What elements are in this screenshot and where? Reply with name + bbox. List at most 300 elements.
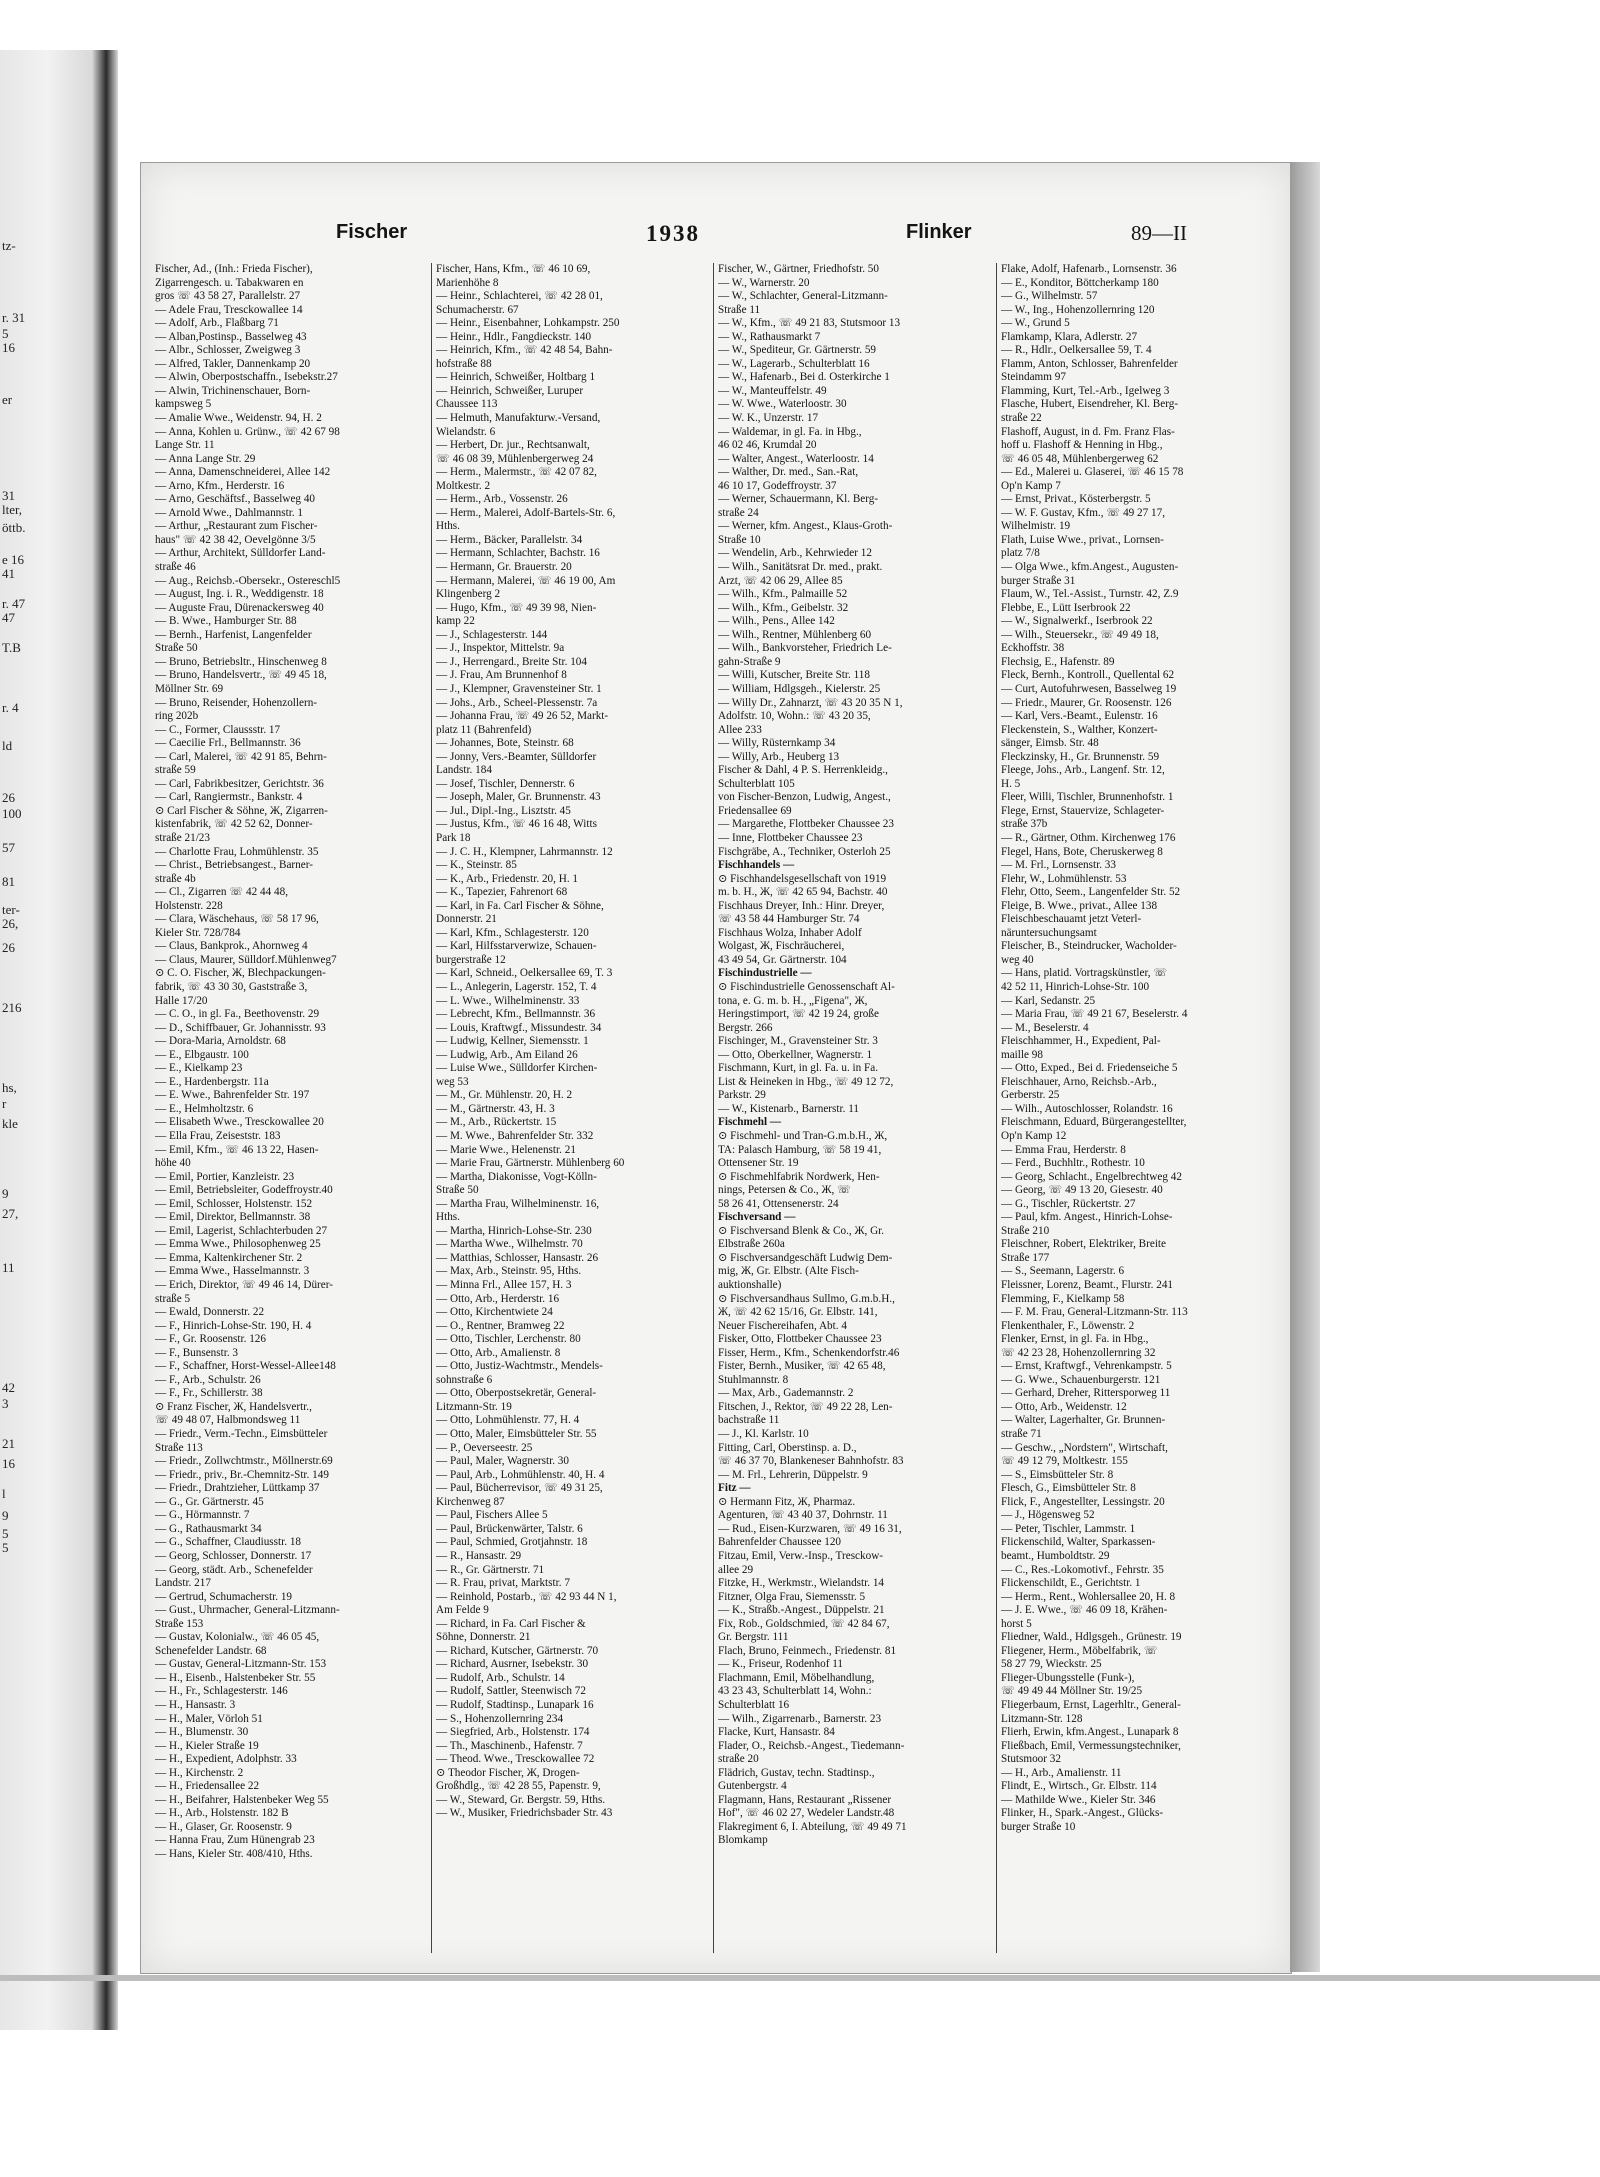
directory-entry: — Emil, Portier, Kanzleistr. 23 [155, 1170, 295, 1183]
directory-entry: Parkstr. 29 [718, 1089, 766, 1102]
directory-entry: — M. Frl., Lornsenstr. 33 [1001, 859, 1116, 872]
directory-entry: ⊙ Hermann Fitz, Ж, Pharmaz. [718, 1495, 856, 1508]
directory-entry: — H., Beifahrer, Halstenbeker Weg 55 [155, 1793, 329, 1806]
directory-entry: — M., Gärtnerstr. 43, H. 3 [436, 1102, 555, 1115]
directory-entry: — S., Hohenzollernring 234 [436, 1712, 564, 1725]
directory-entry: — Arnold Wwe., Dahlmannstr. 1 [155, 506, 304, 519]
directory-entry: — Hugo, Kfm., ☏ 49 39 98, Nien- [436, 601, 597, 614]
directory-entry: — Rudolf, Stadtinsp., Lunapark 16 [436, 1698, 594, 1711]
directory-entry: Fix, Rob., Goldschmied, ☏ 42 84 67, [718, 1617, 890, 1630]
left-page-fragment: hs, [2, 1080, 17, 1095]
directory-entry: Halle 17/20 [155, 994, 208, 1007]
directory-entry: näruntersuchungsamt [1001, 926, 1097, 939]
directory-entry: Eckhoffstr. 38 [1001, 642, 1065, 655]
directory-entry: — M., Beselerstr. 4 [1001, 1021, 1089, 1034]
left-page-fragment: 3 [2, 1396, 9, 1411]
directory-entry: — Ed., Malerei u. Glaserei, ☏ 46 15 78 [1001, 466, 1184, 479]
directory-entry: Am Felde 9 [436, 1604, 489, 1617]
directory-entry: — W., Lagerarb., Schulterblatt 16 [718, 357, 870, 370]
directory-entry: — Johs., Arb., Scheel-Plessenstr. 7a [436, 696, 598, 709]
directory-entry: — Claus, Maurer, Sülldorf.Mühlenweg7 [155, 953, 337, 966]
left-page-fragment: 26 [2, 940, 15, 955]
directory-entry: Moltkestr. 2 [436, 479, 491, 492]
directory-entry: Park 18 [436, 831, 471, 844]
directory-entry: Op'n Kamp 12 [1001, 1130, 1067, 1142]
directory-entry: — Paul, Bücherrevisor, ☏ 49 31 25, [436, 1482, 603, 1495]
directory-entry: — Luise Wwe., Sülldorfer Kirchen- [436, 1062, 598, 1075]
directory-entry: H. 5 [1001, 777, 1021, 790]
directory-entry: Flashoff, August, in d. Fm. Franz Flas- [1001, 425, 1175, 438]
directory-entry: — G., Wilhelmstr. 57 [1001, 290, 1098, 303]
directory-entry: — Mathilde Wwe., Kieler Str. 346 [1001, 1793, 1156, 1806]
left-page-fragment: e 16 [2, 552, 25, 567]
directory-entry: — Ernst, Privat., Kösterbergstr. 5 [1001, 493, 1151, 506]
directory-entry: — Otto, Lohmühlenstr. 77, H. 4 [436, 1414, 580, 1427]
directory-entry: — Hermann, Malerei, ☏ 46 19 00, Am [436, 574, 616, 587]
directory-entry: Blomkamp [718, 1834, 768, 1847]
directory-entry: — H., Expedient, Adolphstr. 33 [155, 1753, 297, 1766]
directory-entry: — E., Konditor, Böttcherkamp 180 [1001, 276, 1159, 289]
directory-entry: ☏ 42 23 28, Hohenzollernring 32 [1001, 1346, 1156, 1359]
left-page-fragment: r. 4 [2, 700, 19, 715]
left-page-fragment: 216 [2, 1000, 22, 1015]
directory-entry: — Justus, Kfm., ☏ 46 16 48, Witts [436, 818, 597, 831]
left-page-fragment: 42 [2, 1380, 15, 1395]
directory-entry: Wolgast, Ж, Fischräucherei, [718, 940, 845, 953]
directory-entry: sänger, Eimsb. Str. 48 [1001, 737, 1099, 750]
directory-entry: — Carl, Rangiermstr., Bankstr. 4 [155, 791, 303, 804]
directory-entry: platz 7/8 [1001, 547, 1040, 560]
directory-entry: — Ludwig, Kellner, Siemensstr. 1 [436, 1035, 589, 1048]
directory-entry: Flake, Adolf, Hafenarb., Lornsenstr. 36 [1001, 263, 1177, 275]
directory-entry: Fischhaus Wolza, Inhaber Adolf [718, 926, 862, 939]
directory-entry: — Ella Frau, Zeiseststr. 183 [155, 1130, 281, 1142]
directory-entry: — Otto, Arb., Herderstr. 16 [436, 1292, 560, 1305]
directory-entry: Holstenstr. 228 [155, 899, 223, 912]
directory-entry: Flamm, Anton, Schlosser, Bahrenfelder [1001, 357, 1178, 370]
directory-entry: — Rudolf, Arb., Schulstr. 14 [436, 1671, 565, 1684]
directory-entry: Zigarrengesch. u. Tabakwaren en [155, 276, 304, 289]
directory-entry: — Paul, Maler, Wagnerstr. 30 [436, 1455, 569, 1468]
directory-entry: fabrik, ☏ 43 30 30, Gaststraße 3, [155, 980, 308, 993]
directory-entry: — Emil, Schlosser, Holstenstr. 152 [155, 1197, 313, 1210]
directory-entry: — Arthur, Architekt, Sülldorfer Land- [155, 547, 326, 560]
directory-entry: — G. Wwe., Schauenburgerstr. 121 [1001, 1373, 1161, 1386]
directory-entry: — Willy, Arb., Heuberg 13 [718, 750, 840, 763]
directory-entry: Gerberstr. 25 [1001, 1089, 1060, 1102]
directory-entry: — H., Arb., Amalienstr. 11 [1001, 1766, 1122, 1779]
directory-entry: — August, Ing. i. R., Weddigenstr. 18 [155, 588, 324, 601]
directory-entry: Fleckenstein, S., Walther, Konzert- [1001, 723, 1158, 736]
left-page-fragment: er [2, 392, 13, 407]
directory-entry: Kirchenweg 87 [436, 1495, 505, 1508]
directory-entry: sohnstraße 6 [436, 1373, 493, 1386]
directory-entry: — Richard, in Fa. Carl Fischer & [436, 1617, 586, 1630]
directory-entry: Fleischmann, Eduard, Bürgerangestellter, [1001, 1116, 1187, 1129]
directory-entry: — Inne, Flottbeker Chaussee 23 [718, 831, 863, 844]
directory-entry: — Dora-Maria, Arnoldstr. 68 [155, 1035, 286, 1048]
directory-entry: — Albr., Schlosser, Zweigweg 3 [155, 344, 301, 357]
left-page-fragment: 41 [2, 566, 15, 581]
directory-entry: Fitzke, H., Werkmstr., Wielandstr. 14 [718, 1577, 885, 1590]
directory-entry: — Louis, Kraftwgf., Missundestr. 34 [436, 1021, 602, 1034]
directory-entry: — Caecilie Frl., Bellmannstr. 36 [155, 737, 301, 750]
directory-entry: Fischgräbe, A., Techniker, Osterloh 25 [718, 845, 891, 858]
header-last-name: Flinker [906, 221, 972, 243]
directory-entry: — M., Gr. Mühlenstr. 20, H. 2 [436, 1089, 573, 1102]
directory-entry: Fischmehl — [718, 1116, 782, 1129]
directory-entry: Flemming, F., Kielkamp 58 [1001, 1292, 1125, 1305]
directory-entry: — Reinhold, Postarb., ☏ 42 93 44 N 1, [436, 1590, 617, 1603]
directory-entry: — J., Kl. Karlstr. 10 [718, 1428, 809, 1441]
directory-entry: ⊙ Fischmehl- und Tran-G.m.b.H., Ж, [718, 1130, 888, 1142]
directory-entry: Flickenschildt, E., Gerichtstr. 1 [1001, 1577, 1141, 1590]
directory-entry: Fister, Bernh., Musiker, ☏ 42 65 48, [718, 1360, 886, 1373]
directory-entry: — Arno, Kfm., Herderstr. 16 [155, 479, 285, 492]
directory-entry: Flamming, Kurt, Tel.-Arb., Igelweg 3 [1001, 384, 1170, 397]
directory-entry: Fleischhammer, H., Expedient, Pal- [1001, 1035, 1161, 1048]
directory-entry: burgerstraße 12 [436, 953, 506, 966]
directory-entry: ⊙ Fischindustrielle Genossenschaft Al- [718, 980, 895, 993]
page-right-edge-shadow [1290, 162, 1320, 1972]
directory-entry: — Georg, Schlacht., Engelbrechtweg 42 [1001, 1170, 1182, 1183]
directory-entry: — Erich, Direktor, ☏ 49 46 14, Dürer- [155, 1279, 333, 1292]
directory-entry: — H., Fr., Schlagesterstr. 146 [155, 1685, 288, 1698]
directory-entry: Flick, F., Angestellter, Lessingstr. 20 [1001, 1495, 1165, 1508]
directory-entry: — Max, Arb., Gademannstr. 2 [718, 1387, 854, 1400]
directory-entry: Fliegener, Herm., Möbelfabrik, ☏ [1001, 1644, 1158, 1657]
directory-entry: — F., Fr., Schillerstr. 38 [155, 1387, 263, 1400]
directory-entry: kamp 22 [436, 615, 475, 628]
directory-entry: — W. K., Unzerstr. 17 [718, 412, 819, 425]
directory-entry: Schulterblatt 16 [718, 1698, 790, 1711]
directory-entry: — Herm., Rent., Wohlersallee 20, H. 8 [1001, 1590, 1176, 1603]
scan-bottom-edge [0, 1975, 1600, 1981]
left-page-fragment: l [2, 1486, 6, 1501]
directory-entry: — K., Straßb.-Angest., Düppelstr. 21 [718, 1604, 885, 1617]
left-page-fragment: 5 [2, 1540, 9, 1555]
directory-entry: — Th., Maschinenb., Hafenstr. 7 [436, 1739, 583, 1752]
directory-entry: — Margarethe, Flottbeker Chaussee 23 [718, 818, 894, 831]
directory-entry: — Wilh., Bankvorsteher, Friedrich Le- [718, 642, 892, 655]
directory-entry: Gutenbergstr. 4 [718, 1780, 787, 1793]
directory-entry: Fischversand — [718, 1211, 796, 1224]
directory-entry: — Ewald, Donnerstr. 22 [155, 1306, 265, 1319]
directory-entry: ⊙ Fischhandelsgesellschaft von 1919 [718, 872, 887, 885]
directory-entry: Flaum, W., Tel.-Assist., Turnstr. 42, Z.9 [1001, 588, 1179, 601]
directory-column-1 [155, 263, 427, 1953]
directory-entry: — Lebrecht, Kfm., Bellmannstr. 36 [436, 1008, 596, 1021]
left-page-fragment: 5 [2, 326, 9, 341]
directory-entry: 58 27 79, Wieckstr. 25 [1001, 1658, 1102, 1671]
left-page-fragment: 26, [2, 916, 19, 931]
directory-entry: — K., Steinstr. 85 [436, 859, 517, 872]
directory-entry: Möllner Str. 69 [155, 682, 224, 695]
directory-entry: Wielandstr. 6 [436, 425, 496, 438]
directory-entry: gahn-Straße 9 [718, 655, 781, 668]
directory-entry: Schulterblatt 105 [718, 777, 795, 790]
directory-entry: Marienhöhe 8 [436, 276, 499, 289]
directory-entry: kistenfabrik, ☏ 42 52 62, Donner- [155, 818, 313, 831]
directory-entry: — Friedr., Verm.-Techn., Eimsbütteler [155, 1428, 328, 1441]
directory-entry: Straße 210 [1001, 1224, 1050, 1237]
directory-entry: 42 52 11, Hinrich-Lohse-Str. 100 [1001, 980, 1150, 993]
directory-entry: — Georg, Schlosser, Donnerstr. 17 [155, 1549, 312, 1562]
directory-entry: ⊙ Theodor Fischer, Ж, Drogen- [436, 1766, 580, 1779]
directory-entry: Flinker, H., Spark.-Angest., Glücks- [1001, 1807, 1164, 1820]
directory-entry: — J., Herrengard., Breite Str. 104 [436, 655, 587, 668]
directory-entry: burger Straße 10 [1001, 1820, 1076, 1833]
directory-entry: — Heinrich, Kfm., ☏ 42 48 54, Bahn- [436, 344, 613, 357]
directory-entry: Fleer, Willi, Tischler, Brunnenhofstr. 1 [1001, 791, 1174, 804]
left-page-fragment: 11 [2, 1260, 15, 1275]
directory-entry: — Alfred, Takler, Dannenkamp 20 [155, 357, 311, 370]
directory-entry: — J., Klempner, Gravensteiner Str. 1 [436, 682, 602, 695]
directory-entry: Flebbe, E., Lütt Iserbrook 22 [1001, 601, 1131, 614]
directory-entry: — K., Tapezier, Fahrenort 68 [436, 886, 568, 899]
directory-entry: — Hermann, Schlachter, Bachstr. 16 [436, 547, 600, 560]
left-page-fragment: 16 [2, 340, 15, 355]
left-page-fragment: r. 47 [2, 596, 26, 611]
directory-entry: — Jonny, Vers.-Beamter, Sülldorfer [436, 750, 597, 763]
directory-entry: — Heinr., Schlachterei, ☏ 42 28 01, [436, 290, 603, 303]
directory-entry: — Joseph, Maler, Gr. Brunnenstr. 43 [436, 791, 601, 804]
directory-entry: Straße 10 [718, 533, 761, 546]
directory-entry: — J., Inspektor, Mittelstr. 9a [436, 642, 565, 655]
directory-entry: ⊙ Fischversandgeschäft Ludwig Dem- [718, 1251, 893, 1264]
directory-entry: — Gustav, Kolonialw., ☏ 46 05 45, [155, 1631, 320, 1644]
directory-entry: weg 53 [436, 1075, 469, 1088]
directory-entry: Fleischner, Robert, Elektriker, Breite [1001, 1238, 1166, 1251]
directory-entry: — K., Arb., Friedenstr. 20, H. 1 [436, 872, 579, 885]
directory-entry: Fleege, Johs., Arb., Langenf. Str. 12, [1001, 764, 1165, 777]
directory-entry: — Johanna Frau, ☏ 49 26 52, Markt- [436, 710, 609, 723]
directory-entry: ring 202b [155, 710, 199, 723]
directory-entry: — G., Rathausmarkt 34 [155, 1522, 262, 1535]
directory-entry: Flath, Luise Wwe., privat., Lornsen- [1001, 533, 1164, 546]
directory-entry: — Anna, Kohlen u. Grünw., ☏ 42 67 98 [155, 425, 340, 438]
directory-entry: ⊙ Franz Fischer, Ж, Handelsvertr., [155, 1400, 312, 1413]
directory-entry: — G., Gr. Gärtnerstr. 45 [155, 1495, 264, 1508]
directory-entry: — Paul, Arb., Lohmühlenstr. 40, H. 4 [436, 1468, 605, 1481]
directory-entry: Fleischhauer, Arno, Reichsb.-Arb., [1001, 1075, 1157, 1088]
directory-entry: Flader, O., Reichsb.-Angest., Tiedemann- [718, 1739, 905, 1752]
directory-entry: Fischmann, Kurt, in gl. Fa. u. in Fa. [718, 1062, 879, 1075]
directory-entry: — Hanna Frau, Zum Hünengrab 23 [155, 1834, 315, 1847]
directory-entry: ☏ 49 49 44 Möllner Str. 19/25 [1001, 1685, 1143, 1698]
directory-entry: TA: Palasch Hamburg, ☏ 58 19 41, [718, 1143, 882, 1156]
directory-entry: — Geschw., „Nordstern", Wirtschaft, [1001, 1441, 1168, 1454]
left-page-fragment: 5 [2, 1526, 9, 1541]
directory-entry: — E., Hardenbergstr. 11a [155, 1075, 269, 1088]
directory-entry: — Siegfried, Arb., Holstenstr. 174 [436, 1726, 590, 1739]
directory-entry: — Helmuth, Manufakturw.-Versand, [436, 412, 601, 425]
directory-entry: — Arno, Geschäftsf., Basselweg 40 [155, 493, 316, 506]
directory-entry: Flehr, W., Lohmühlenstr. 53 [1001, 872, 1127, 885]
left-page-fragment: r [2, 1096, 7, 1111]
directory-entry: — Maria Frau, ☏ 49 21 67, Beselerstr. 4 [1001, 1008, 1188, 1021]
directory-entry: — Heinr., Eisenbahner, Lohkampstr. 250 [436, 317, 620, 330]
directory-entry: ☏ 46 37 70, Blankeneser Bahnhofstr. 83 [718, 1455, 904, 1468]
directory-entry: Flagmann, Hans, Restaurant „Rissener [718, 1793, 892, 1806]
directory-entry: — Walther, Dr. med., San.-Rat, [718, 466, 859, 479]
directory-entry: — Wilh., Kfm., Palmaille 52 [718, 588, 848, 601]
directory-entry: straße 24 [718, 506, 759, 519]
directory-entry: — Wendelin, Arb., Kehrwieder 12 [718, 547, 872, 560]
directory-entry: Litzmann-Str. 128 [1001, 1712, 1083, 1725]
directory-entry: mig, Ж, Gr. Elbstr. (Alte Fisch- [718, 1265, 859, 1278]
directory-entry: Flechsig, E., Hafenstr. 89 [1001, 655, 1115, 668]
directory-entry: ☏ 43 58 44 Hamburger Str. 74 [718, 913, 860, 926]
directory-entry: ⊙ C. O. Fischer, Ж, Blechpackungen- [155, 967, 326, 980]
left-page-fragment: 81 [2, 874, 15, 889]
directory-entry: — Johannes, Bote, Steinstr. 68 [436, 737, 574, 750]
directory-entry: — G., Hörmannstr. 7 [155, 1509, 250, 1522]
directory-entry: — H., Arb., Holstenstr. 182 B [155, 1807, 289, 1820]
directory-column-2 [431, 263, 708, 1953]
directory-entry: straße 37b [1001, 818, 1048, 831]
directory-entry: Straße 177 [1001, 1251, 1050, 1264]
directory-entry: — J., Schlagesterstr. 144 [436, 628, 548, 641]
directory-entry: Fitschen, J., Rektor, ☏ 49 22 28, Len- [718, 1400, 893, 1413]
directory-entry: — R., Gärtner, Othm. Kirchenweg 176 [1001, 831, 1176, 844]
directory-entry: — Willy, Rüsternkamp 34 [718, 737, 836, 750]
directory-entry: — M. Wwe., Bahrenfelder Str. 332 [436, 1130, 594, 1142]
directory-entry: — Walter, Angest., Waterloostr. 14 [718, 452, 874, 465]
directory-entry: — Walter, Lagerhalter, Gr. Brunnen- [1001, 1414, 1166, 1427]
directory-entry: — Ferd., Buchhltr., Rothestr. 10 [1001, 1157, 1145, 1170]
directory-entry: burger Straße 31 [1001, 574, 1076, 587]
directory-entry: — Wilh., Pens., Allee 142 [718, 615, 835, 628]
directory-entry: gros ☏ 43 58 27, Parallelstr. 27 [155, 290, 301, 303]
directory-entry: Kieler Str. 728/784 [155, 926, 241, 939]
directory-entry: 46 02 46, Krumdal 20 [718, 439, 817, 452]
left-page-fragment: 47 [2, 610, 15, 625]
directory-entry: Klingenberg 2 [436, 588, 501, 601]
directory-entry: ⊙ Carl Fischer & Söhne, Ж, Zigarren- [155, 804, 328, 817]
left-page-fragment: kle [2, 1116, 18, 1131]
left-page-fragment: 9 [2, 1508, 9, 1523]
directory-entry: — F., Gr. Roosenstr. 126 [155, 1333, 266, 1346]
directory-entry: straße 71 [1001, 1428, 1042, 1441]
directory-entry: — Paul, Brückenwärter, Talstr. 6 [436, 1522, 583, 1535]
directory-entry: — Marie Frau, Gärtnerstr. Mühlenberg 60 [436, 1157, 625, 1170]
directory-entry: — Max, Arb., Steinstr. 95, Hths. [436, 1265, 582, 1278]
left-page-fragment: öttb. [2, 520, 26, 535]
directory-entry: Fischer, Hans, Kfm., ☏ 46 10 69, [436, 263, 591, 275]
directory-entry: hofstraße 88 [436, 357, 492, 370]
directory-entry: Fischhaus Dreyer, Inh.: Hinr. Dreyer, [718, 899, 885, 912]
directory-entry: — J., Högensweg 52 [1001, 1509, 1095, 1522]
directory-entry: — W., Warnerstr. 20 [718, 276, 810, 289]
directory-entry: — W., Musiker, Friedrichsbader Str. 43 [436, 1807, 613, 1820]
directory-column-3 [713, 263, 990, 1953]
directory-column-4 [996, 263, 1273, 1953]
directory-entry: ⊙ Fischmehlfabrik Nordwerk, Hen- [718, 1170, 880, 1183]
directory-entry: haus" ☏ 42 38 42, Oevelgönne 3/5 [155, 533, 316, 546]
directory-entry: Fisker, Otto, Flottbeker Chaussee 23 [718, 1333, 882, 1346]
directory-entry: — Theod. Wwe., Tresckowallee 72 [436, 1753, 595, 1766]
directory-entry: — K., Friseur, Rodenhof 11 [718, 1658, 843, 1671]
directory-entry: — Friedr., priv., Br.-Chemnitz-Str. 149 [155, 1468, 329, 1481]
directory-entry: ☏ 46 08 39, Mühlenbergerweg 24 [436, 452, 594, 465]
directory-entry: — R., Hansastr. 29 [436, 1549, 522, 1562]
directory-entry: — W., Grund 5 [1001, 317, 1070, 330]
directory-entry: — Emma Wwe., Philosophenweg 25 [155, 1238, 321, 1251]
directory-entry: — Willy Dr., Zahnarzt, ☏ 43 20 35 N 1, [718, 696, 903, 709]
directory-entry: Fischindustrielle — [718, 967, 812, 980]
directory-entry: — Wilh., Zigarrenarb., Barnerstr. 23 [718, 1712, 882, 1725]
directory-entry: Straße 50 [155, 642, 198, 655]
left-page-fragment: 9 [2, 1186, 9, 1201]
directory-entry: Hths. [436, 1211, 460, 1224]
left-page-fragment: 27, [2, 1206, 19, 1221]
directory-entry: List & Heineken in Hbg., ☏ 49 12 72, [718, 1075, 894, 1088]
scan-left-page-edge [0, 50, 118, 2030]
directory-entry: — Friedr., Zollwchtmstr., Möllnerstr.69 [155, 1455, 333, 1468]
directory-entry: — Bruno, Betriebsltr., Hinschenweg 8 [155, 655, 327, 668]
directory-entry: — Karl, Vers.-Beamt., Eulenstr. 16 [1001, 710, 1158, 723]
directory-entry: Bahrenfelder Chaussee 120 [718, 1536, 842, 1549]
directory-entry: Flenker, Ernst, in gl. Fa. in Hbg., [1001, 1333, 1149, 1346]
directory-entry: Op'n Kamp 7 [1001, 479, 1061, 492]
directory-entry: Flickenschild, Walter, Sparkassen- [1001, 1536, 1156, 1549]
directory-entry: — D., Schiffbauer, Gr. Johannisstr. 93 [155, 1021, 326, 1034]
directory-entry: straße 5 [155, 1292, 191, 1305]
directory-entry: — Martha Wwe., Wilhelmstr. 70 [436, 1238, 583, 1251]
directory-entry: Fitzner, Olga Frau, Siemensstr. 5 [718, 1590, 866, 1603]
directory-entry: Fleissner, Lorenz, Beamt., Flurstr. 241 [1001, 1279, 1174, 1292]
directory-entry: — G., Schaffner, Claudiusstr. 18 [155, 1536, 302, 1549]
directory-entry: — Otto, Kirchentwiete 24 [436, 1306, 553, 1319]
directory-entry: — Herbert, Dr. jur., Rechtsanwalt, [436, 439, 590, 452]
directory-entry: — Friedr., Maurer, Gr. Roosenstr. 126 [1001, 696, 1172, 709]
directory-entry: — Hans, platid. Vortragskünstler, ☏ [1001, 967, 1168, 980]
directory-entry: Flindt, E., Wirtsch., Gr. Elbstr. 114 [1001, 1780, 1157, 1793]
directory-entry: — F., Bunsenstr. 3 [155, 1346, 239, 1359]
directory-entry: Friedensallee 69 [718, 804, 792, 817]
directory-entry: — Emil, Lagerist, Schlachterbuden 27 [155, 1224, 328, 1237]
directory-entry: Fitting, Carl, Oberstinsp. a. D., [718, 1441, 857, 1454]
directory-entry: — Arthur, „Restaurant zum Fischer- [155, 520, 318, 533]
directory-entry: Wilhelmistr. 19 [1001, 520, 1071, 533]
directory-entry: — R., Gr. Gärtnerstr. 71 [436, 1563, 545, 1576]
directory-entry: Schumacherstr. 67 [436, 303, 519, 316]
directory-entry: Neuer Fischereihafen, Abt. 4 [718, 1319, 847, 1332]
directory-entry: — Martha, Diakonisse, Vogt-Kölln- [436, 1170, 597, 1183]
directory-entry: Hths. [436, 520, 460, 533]
directory-entry: — F., Arb., Schulstr. 26 [155, 1373, 261, 1386]
directory-entry: von Fischer-Benzon, Ludwig, Angest., [718, 791, 891, 804]
directory-entry: — Otto, Arb., Amalienstr. 8 [436, 1346, 561, 1359]
directory-entry: 46 10 17, Godeffroystr. 37 [718, 479, 837, 492]
directory-entry: — Gerhard, Dreher, Rittersporweg 11 [1001, 1387, 1171, 1400]
directory-entry: Flacke, Kurt, Hansastr. 84 [718, 1726, 835, 1739]
directory-entry: — Anna, Damenschneiderei, Allee 142 [155, 466, 331, 479]
directory-entry: — E., Elbgaustr. 100 [155, 1048, 249, 1061]
directory-entry: — E., Helmholtzstr. 6 [155, 1102, 254, 1115]
directory-entry: Fleischbeschauamt jetzt Veterl- [1001, 913, 1142, 926]
directory-entry: — Georg, ☏ 49 13 20, Giesestr. 40 [1001, 1184, 1163, 1197]
directory-entry: — Ludwig, Arb., Am Eiland 26 [436, 1048, 578, 1061]
directory-entry: — Otto, Oberkellner, Wagnerstr. 1 [718, 1048, 873, 1061]
left-page-fragment: 57 [2, 840, 15, 855]
directory-entry: — F. M. Frau, General-Litzmann-Str. 113 [1001, 1306, 1188, 1319]
directory-entry: — J. Frau, Am Brunnenhof 8 [436, 669, 567, 682]
directory-entry: — Wilh., Rentner, Mühlenberg 60 [718, 628, 872, 641]
directory-entry: Steindamm 97 [1001, 371, 1066, 384]
directory-entry: — Peter, Tischler, Lammstr. 1 [1001, 1522, 1136, 1535]
